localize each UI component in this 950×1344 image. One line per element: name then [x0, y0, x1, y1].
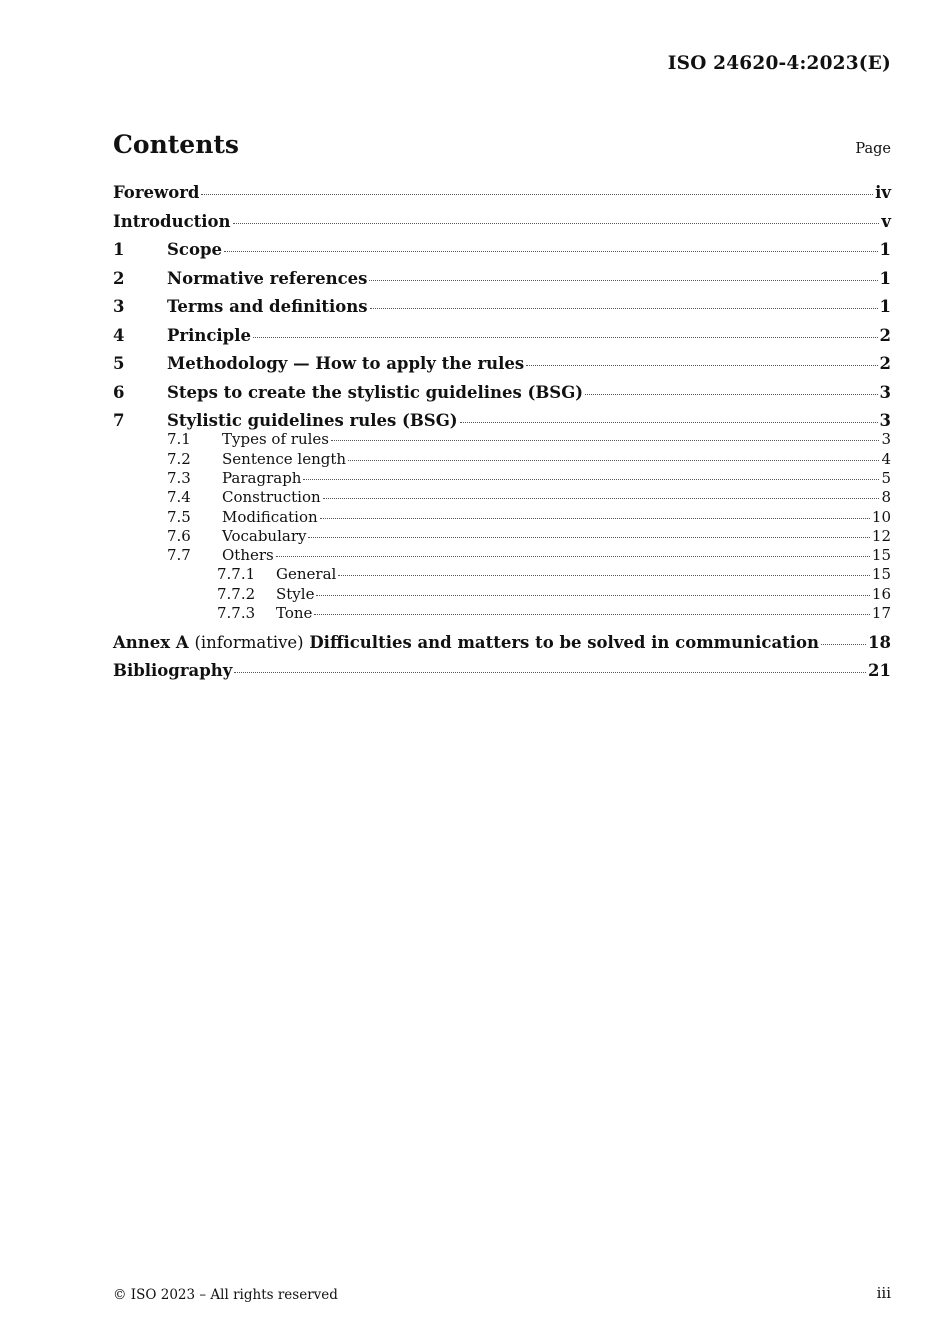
annex-title: Difficulties and matters to be solved in communication [309, 632, 820, 652]
toc-subentry-page: 4 [881, 449, 891, 468]
toc-entry-number: 5 [113, 354, 125, 373]
toc-subentry[interactable] [113, 430, 891, 449]
toc-subentry-label: Others [222, 546, 274, 565]
toc-entry-terms-definitions[interactable] [113, 297, 891, 326]
toc-entry-label: Terms and definitions [167, 297, 368, 316]
dot-leader [348, 460, 879, 461]
toc-subentry-label: Paragraph [222, 468, 302, 487]
toc-entry-label: Normative references [167, 268, 368, 288]
copyright-notice: © ISO 2023 – All rights reserved [113, 1287, 338, 1303]
toc-entry-page: 21 [868, 661, 891, 681]
dot-leader [224, 251, 878, 252]
toc-entry-page: 1 [879, 297, 891, 316]
toc-subentry[interactable] [113, 450, 891, 469]
toc-entry-normative-references[interactable] [113, 269, 891, 298]
dot-leader [369, 280, 877, 281]
toc-entry-number: 4 [113, 325, 125, 345]
toc-entry-stylistic-rules[interactable] [113, 411, 891, 430]
toc-subentry-number: 7.5 [167, 507, 191, 526]
toc-entry-number: 3 [113, 297, 125, 316]
toc-subsubentry-label: Style [276, 584, 315, 603]
toc-subentry[interactable] [113, 488, 891, 507]
toc-subsubentry-number: 7.7.2 [217, 584, 256, 603]
toc-subsubentry-page: 17 [871, 604, 891, 623]
toc-entry-number: 2 [113, 268, 125, 288]
toc-subentry-label: Types of rules [222, 430, 329, 449]
toc-entry-page: v [881, 211, 891, 231]
toc-entry-label: Principle [167, 325, 251, 345]
toc-entry-label: Introduction [113, 211, 231, 231]
toc-subsubentry[interactable] [113, 604, 891, 633]
toc-entry-page: 3 [879, 411, 891, 430]
toc-entry-page: iv [875, 183, 891, 202]
toc-subentry[interactable] [113, 527, 891, 546]
toc-entry-methodology[interactable] [113, 354, 891, 383]
dot-leader [201, 194, 873, 195]
toc-subsubentry-label: Tone [276, 604, 313, 623]
toc-subentry-number: 7.1 [167, 430, 191, 449]
dot-leader [303, 479, 879, 480]
toc-subentry[interactable] [113, 508, 891, 527]
toc-subentry-page: 5 [881, 468, 891, 487]
toc-subentry-label: Vocabulary [222, 526, 307, 545]
dot-leader [316, 595, 869, 596]
toc-entry-label: Scope [167, 240, 223, 259]
toc-entry-label: Methodology — How to apply the rules [167, 354, 525, 373]
dot-leader [585, 394, 877, 395]
toc-entry-principle[interactable] [113, 326, 891, 355]
dot-leader [370, 308, 878, 309]
toc-subsubentry-number: 7.7.3 [217, 604, 256, 623]
toc-subentry[interactable] [113, 469, 891, 488]
toc-entry-page: 1 [879, 268, 891, 288]
toc-subentry-page: 8 [881, 488, 891, 507]
toc-entry-scope[interactable] [113, 240, 891, 269]
toc-subentry-page: 3 [881, 430, 891, 449]
toc-subsubentry[interactable] [113, 585, 891, 604]
toc-subentry-number: 7.2 [167, 449, 191, 468]
toc-entry-label [113, 633, 819, 652]
toc-subentry-number: 7.6 [167, 526, 191, 545]
toc-entry-page: 18 [868, 632, 891, 652]
document-id: ISO 24620-4:2023(E) [667, 53, 891, 74]
toc-subentry-page: 12 [871, 526, 891, 545]
dot-leader [253, 337, 878, 338]
dot-leader [323, 498, 880, 499]
toc-subentry-number: 7.3 [167, 468, 191, 487]
dot-leader [460, 422, 878, 423]
toc-subsubentry-page: 16 [871, 584, 891, 603]
toc-entry-annex-a[interactable] [113, 633, 891, 662]
toc-entry-page: 2 [879, 354, 891, 373]
toc-entry-label: Stylistic guidelines rules (BSG) [167, 411, 458, 430]
dot-leader [308, 537, 869, 538]
annex-qualifier: (informative) [194, 632, 304, 652]
toc-entry-label: Steps to create the stylistic guidelines (BSG) [167, 382, 584, 402]
toc-entry-label: Foreword [113, 183, 200, 202]
dot-leader [314, 614, 869, 615]
annex-prefix: Annex A [113, 632, 189, 652]
page-column-label: Page [855, 141, 891, 157]
toc-entry-introduction[interactable] [113, 212, 891, 241]
dot-leader [320, 518, 870, 519]
toc-entry-page: 3 [879, 382, 891, 402]
toc-entry-bibliography[interactable] [113, 661, 891, 690]
toc-subsubentry-label: General [276, 565, 337, 584]
toc-subentry-page: 10 [871, 507, 891, 526]
contents-title: Contents [113, 130, 240, 159]
toc-subentry-page: 15 [871, 546, 891, 565]
toc-subsubentry-page: 15 [871, 565, 891, 584]
page-number: iii [876, 1284, 891, 1302]
dot-leader [338, 575, 870, 576]
dot-leader [233, 223, 880, 224]
toc-entry-label: Bibliography [113, 661, 233, 681]
dot-leader [276, 556, 870, 557]
toc-subentry-number: 7.7 [167, 546, 191, 565]
toc-subentry-number: 7.4 [167, 488, 191, 507]
dot-leader [821, 644, 866, 645]
dot-leader [526, 365, 877, 366]
dot-leader [234, 672, 866, 673]
toc-entry-number: 1 [113, 240, 125, 259]
toc-subentry-label: Sentence length [222, 449, 347, 468]
toc-subentry[interactable] [113, 546, 891, 565]
toc-entry-number: 7 [113, 411, 125, 430]
toc-subsubentry[interactable] [113, 565, 891, 584]
toc-entry-page: 2 [879, 325, 891, 345]
toc-subsubentry-number: 7.7.1 [217, 565, 256, 584]
toc-entry-foreword[interactable] [113, 183, 891, 212]
toc-subentry-label: Construction [222, 488, 321, 507]
toc-subentry-label: Modification [222, 507, 318, 526]
dot-leader [331, 440, 879, 441]
toc-entry-number: 6 [113, 382, 125, 402]
toc-entry-steps[interactable] [113, 383, 891, 412]
table-of-contents [113, 183, 891, 690]
toc-entry-page: 1 [879, 240, 891, 259]
